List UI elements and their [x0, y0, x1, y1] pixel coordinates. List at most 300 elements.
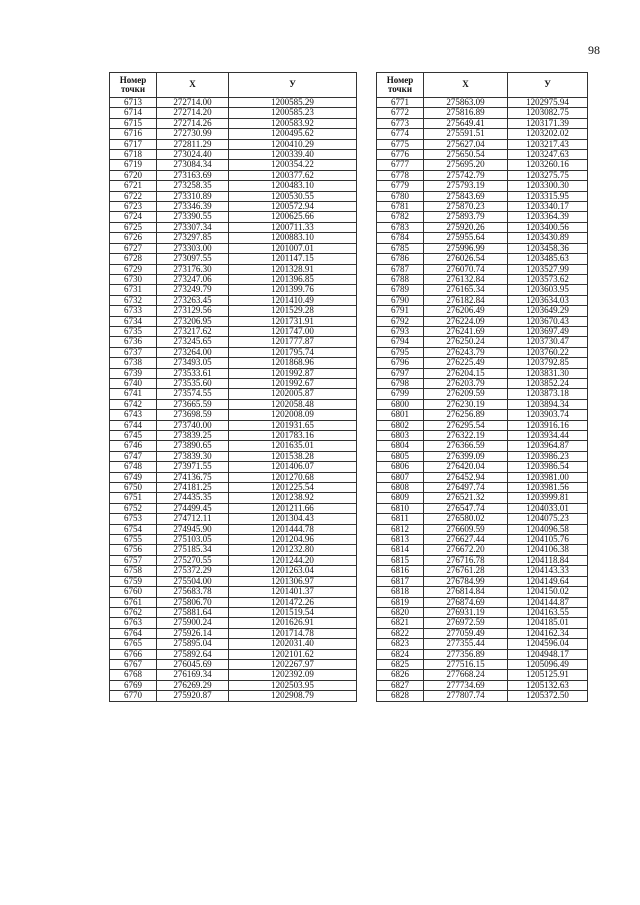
table-row — [110, 264, 357, 274]
cell-x: 276716.78 — [424, 555, 508, 565]
cell-x: 273264.00 — [157, 347, 229, 357]
cell-point-number: 6794 — [377, 337, 424, 347]
cell-y: 1201626.91 — [229, 618, 357, 628]
cell-point-number: 6720 — [110, 170, 157, 180]
table-row — [110, 150, 357, 160]
cell-x: 277734.69 — [424, 680, 508, 690]
cell-y: 1201529.28 — [229, 306, 357, 316]
header-point-label: Номер точки — [386, 74, 414, 94]
cell-x: 275870.23 — [424, 202, 508, 212]
cell-y: 1203981.00 — [508, 472, 588, 482]
table-row — [377, 670, 588, 680]
cell-x: 274499.45 — [157, 503, 229, 513]
table-row — [110, 566, 357, 576]
cell-x: 272714.20 — [157, 108, 229, 118]
cell-point-number: 6782 — [377, 212, 424, 222]
cell-x: 275627.04 — [424, 139, 508, 149]
cell-point-number: 6806 — [377, 462, 424, 472]
cell-y: 1201731.91 — [229, 316, 357, 326]
cell-y: 1203934.44 — [508, 431, 588, 441]
cell-point-number: 6718 — [110, 150, 157, 160]
cell-point-number: 6825 — [377, 659, 424, 669]
cell-point-number: 6784 — [377, 233, 424, 243]
cell-point-number: 6801 — [377, 410, 424, 420]
cell-point-number: 6751 — [110, 493, 157, 503]
table-row — [110, 659, 357, 669]
cell-x: 276045.69 — [157, 659, 229, 669]
cell-x: 274181.25 — [157, 483, 229, 493]
header-row — [377, 73, 588, 98]
cell-x: 273303.00 — [157, 243, 229, 253]
cell-x: 273493.05 — [157, 358, 229, 368]
cell-point-number: 6792 — [377, 316, 424, 326]
table-row — [110, 326, 357, 336]
table-row — [377, 441, 588, 451]
table-row — [110, 316, 357, 326]
table-row — [377, 420, 588, 430]
cell-x: 275695.20 — [424, 160, 508, 170]
cell-point-number: 6729 — [110, 264, 157, 274]
cell-x: 276874.69 — [424, 597, 508, 607]
cell-x: 276399.09 — [424, 451, 508, 461]
cell-y: 1203760.22 — [508, 347, 588, 357]
table-row — [377, 483, 588, 493]
table-row — [377, 399, 588, 409]
cell-x: 275103.05 — [157, 535, 229, 545]
cell-point-number: 6823 — [377, 639, 424, 649]
cell-y: 1202031.40 — [229, 639, 357, 649]
header-y: У — [229, 73, 357, 98]
cell-x: 275816.89 — [424, 108, 508, 118]
cell-y: 1203315.95 — [508, 191, 588, 201]
table-row — [377, 233, 588, 243]
table-row — [110, 431, 357, 441]
cell-y: 1202908.79 — [229, 691, 357, 701]
table-row — [110, 306, 357, 316]
cell-x: 273176.30 — [157, 264, 229, 274]
cell-y: 1202503.95 — [229, 680, 357, 690]
table-row — [377, 98, 588, 108]
table-row — [110, 170, 357, 180]
table-row — [377, 451, 588, 461]
cell-x: 273533.61 — [157, 368, 229, 378]
table-row — [110, 545, 357, 555]
cell-x: 272714.00 — [157, 98, 229, 108]
table-row — [377, 431, 588, 441]
table-row — [377, 337, 588, 347]
cell-y: 1201410.49 — [229, 295, 357, 305]
cell-y: 1203260.16 — [508, 160, 588, 170]
cell-y: 1201747.00 — [229, 326, 357, 336]
cell-y: 1204118.84 — [508, 555, 588, 565]
cell-point-number: 6731 — [110, 285, 157, 295]
cell-point-number: 6714 — [110, 108, 157, 118]
cell-y: 1201538.28 — [229, 451, 357, 461]
table-row — [110, 212, 357, 222]
cell-point-number: 6788 — [377, 274, 424, 284]
cell-point-number: 6762 — [110, 607, 157, 617]
cell-point-number: 6810 — [377, 503, 424, 513]
cell-point-number: 6769 — [110, 680, 157, 690]
cell-y: 1203730.47 — [508, 337, 588, 347]
cell-y: 1201992.87 — [229, 368, 357, 378]
cell-x: 273297.85 — [157, 233, 229, 243]
table-row — [110, 691, 357, 701]
cell-point-number: 6787 — [377, 264, 424, 274]
table-row — [110, 628, 357, 638]
cell-y: 1203697.49 — [508, 326, 588, 336]
table-row — [377, 316, 588, 326]
cell-point-number: 6805 — [377, 451, 424, 461]
cell-y: 1200530.55 — [229, 191, 357, 201]
cell-point-number: 6754 — [110, 524, 157, 534]
table-row — [110, 337, 357, 347]
cell-point-number: 6728 — [110, 254, 157, 264]
cell-x: 276225.49 — [424, 358, 508, 368]
cell-y: 1203903.74 — [508, 410, 588, 420]
cell-y: 1203202.02 — [508, 129, 588, 139]
table-row — [110, 649, 357, 659]
cell-point-number: 6814 — [377, 545, 424, 555]
table-row — [110, 98, 357, 108]
cell-point-number: 6780 — [377, 191, 424, 201]
cell-x: 273535.60 — [157, 378, 229, 388]
cell-x: 276203.79 — [424, 378, 508, 388]
cell-point-number: 6802 — [377, 420, 424, 430]
cell-x: 275185.34 — [157, 545, 229, 555]
cell-x: 275649.41 — [424, 118, 508, 128]
table-row — [377, 212, 588, 222]
cell-point-number: 6807 — [377, 472, 424, 482]
cell-y: 1204185.01 — [508, 618, 588, 628]
cell-point-number: 6799 — [377, 389, 424, 399]
cell-x: 273890.65 — [157, 441, 229, 451]
table-row — [110, 493, 357, 503]
cell-point-number: 6723 — [110, 202, 157, 212]
cell-x: 273245.65 — [157, 337, 229, 347]
cell-point-number: 6786 — [377, 254, 424, 264]
table-row — [110, 129, 357, 139]
cell-y: 1201396.85 — [229, 274, 357, 284]
cell-point-number: 6766 — [110, 649, 157, 659]
header-point-number — [377, 73, 424, 98]
cell-y: 1205096.49 — [508, 659, 588, 669]
cell-y: 1203275.75 — [508, 170, 588, 180]
cell-point-number: 6821 — [377, 618, 424, 628]
cell-point-number: 6791 — [377, 306, 424, 316]
table-row — [377, 462, 588, 472]
cell-y: 1200583.92 — [229, 118, 357, 128]
cell-point-number: 6741 — [110, 389, 157, 399]
table-row — [377, 493, 588, 503]
cell-y: 1201211.66 — [229, 503, 357, 513]
cell-x: 273258.35 — [157, 181, 229, 191]
cell-y: 1201401.37 — [229, 587, 357, 597]
table-row — [110, 191, 357, 201]
cell-point-number: 6764 — [110, 628, 157, 638]
cell-point-number: 6732 — [110, 295, 157, 305]
cell-y: 1201783.16 — [229, 431, 357, 441]
cell-x: 275591.51 — [424, 129, 508, 139]
table-row — [110, 535, 357, 545]
cell-y: 1203458.36 — [508, 243, 588, 253]
table-row — [110, 451, 357, 461]
cell-point-number: 6803 — [377, 431, 424, 441]
table-row — [377, 524, 588, 534]
cell-point-number: 6721 — [110, 181, 157, 191]
cell-point-number: 6725 — [110, 222, 157, 232]
cell-y: 1200585.29 — [229, 98, 357, 108]
cell-y: 1201244.20 — [229, 555, 357, 565]
cell-point-number: 6761 — [110, 597, 157, 607]
cell-x: 275863.09 — [424, 98, 508, 108]
cell-x: 275650.54 — [424, 150, 508, 160]
table-row — [377, 254, 588, 264]
cell-x: 276241.69 — [424, 326, 508, 336]
cell-y: 1200572.94 — [229, 202, 357, 212]
cell-point-number: 6727 — [110, 243, 157, 253]
cell-y: 1202101.62 — [229, 649, 357, 659]
table-row — [110, 576, 357, 586]
table-row — [110, 108, 357, 118]
table-row — [377, 129, 588, 139]
cell-x: 275920.87 — [157, 691, 229, 701]
cell-point-number: 6789 — [377, 285, 424, 295]
cell-point-number: 6813 — [377, 535, 424, 545]
cell-x: 275920.26 — [424, 222, 508, 232]
cell-y: 1200483.10 — [229, 181, 357, 191]
cell-point-number: 6726 — [110, 233, 157, 243]
cell-point-number: 6820 — [377, 607, 424, 617]
cell-y: 1204144.87 — [508, 597, 588, 607]
cell-y: 1202058.48 — [229, 399, 357, 409]
cell-point-number: 6748 — [110, 462, 157, 472]
table-row — [377, 264, 588, 274]
table-row — [110, 399, 357, 409]
cell-x: 276269.29 — [157, 680, 229, 690]
cell-x: 275900.24 — [157, 618, 229, 628]
cell-y: 1203603.95 — [508, 285, 588, 295]
cell-point-number: 6742 — [110, 399, 157, 409]
cell-point-number: 6765 — [110, 639, 157, 649]
table-row — [110, 285, 357, 295]
table-row — [110, 441, 357, 451]
cell-point-number: 6795 — [377, 347, 424, 357]
cell-point-number: 6772 — [377, 108, 424, 118]
table-row — [110, 347, 357, 357]
cell-point-number: 6750 — [110, 483, 157, 493]
cell-y: 1200410.29 — [229, 139, 357, 149]
cell-y: 1201444.78 — [229, 524, 357, 534]
table-row — [110, 462, 357, 472]
table-row — [377, 535, 588, 545]
cell-point-number: 6734 — [110, 316, 157, 326]
cell-y: 1201147.15 — [229, 254, 357, 264]
cell-point-number: 6827 — [377, 680, 424, 690]
cell-y: 1201714.78 — [229, 628, 357, 638]
cell-y: 1201232.80 — [229, 545, 357, 555]
cell-point-number: 6817 — [377, 576, 424, 586]
cell-x: 273263.45 — [157, 295, 229, 305]
table-row — [377, 659, 588, 669]
cell-x: 277668.24 — [424, 670, 508, 680]
cell-y: 1203649.29 — [508, 306, 588, 316]
cell-x: 275270.55 — [157, 555, 229, 565]
cell-y: 1203792.85 — [508, 358, 588, 368]
table-row — [377, 139, 588, 149]
table-row — [110, 420, 357, 430]
cell-point-number: 6735 — [110, 326, 157, 336]
cell-point-number: 6826 — [377, 670, 424, 680]
cell-x: 274435.35 — [157, 493, 229, 503]
cell-point-number: 6715 — [110, 118, 157, 128]
cell-point-number: 6800 — [377, 399, 424, 409]
cell-x: 275372.29 — [157, 566, 229, 576]
cell-point-number: 6768 — [110, 670, 157, 680]
header-y: У — [508, 73, 588, 98]
cell-x: 276580.02 — [424, 514, 508, 524]
cell-point-number: 6828 — [377, 691, 424, 701]
cell-x: 273971.55 — [157, 462, 229, 472]
table-row — [377, 597, 588, 607]
table-row — [377, 639, 588, 649]
cell-point-number: 6755 — [110, 535, 157, 545]
cell-x: 276672.20 — [424, 545, 508, 555]
cell-point-number: 6783 — [377, 222, 424, 232]
table-row — [110, 202, 357, 212]
cell-point-number: 6774 — [377, 129, 424, 139]
cell-x: 274945.90 — [157, 524, 229, 534]
cell-y: 1202267.97 — [229, 659, 357, 669]
cell-x: 276243.79 — [424, 347, 508, 357]
cell-x: 275893.79 — [424, 212, 508, 222]
cell-y: 1204149.64 — [508, 576, 588, 586]
cell-y: 1202008.09 — [229, 410, 357, 420]
cell-x: 273024.40 — [157, 150, 229, 160]
table-row — [377, 576, 588, 586]
cell-x: 276761.28 — [424, 566, 508, 576]
cell-y: 1203082.75 — [508, 108, 588, 118]
cell-point-number: 6824 — [377, 649, 424, 659]
cell-point-number: 6736 — [110, 337, 157, 347]
cell-y: 1204105.76 — [508, 535, 588, 545]
cell-x: 273839.30 — [157, 451, 229, 461]
cell-y: 1202005.87 — [229, 389, 357, 399]
cell-x: 275892.64 — [157, 649, 229, 659]
cell-y: 1201868.96 — [229, 358, 357, 368]
cell-y: 1203400.56 — [508, 222, 588, 232]
cell-y: 1203217.43 — [508, 139, 588, 149]
table-row — [110, 555, 357, 565]
cell-x: 276070.74 — [424, 264, 508, 274]
cell-y: 1205132.63 — [508, 680, 588, 690]
cell-point-number: 6804 — [377, 441, 424, 451]
cell-x: 276521.32 — [424, 493, 508, 503]
cell-point-number: 6740 — [110, 378, 157, 388]
cell-point-number: 6777 — [377, 160, 424, 170]
cell-x: 277807.74 — [424, 691, 508, 701]
cell-y: 1200625.66 — [229, 212, 357, 222]
cell-point-number: 6767 — [110, 659, 157, 669]
cell-x: 276165.34 — [424, 285, 508, 295]
cell-x: 276295.54 — [424, 420, 508, 430]
cell-point-number: 6730 — [110, 274, 157, 284]
cell-point-number: 6713 — [110, 98, 157, 108]
header-row — [110, 73, 357, 98]
cell-y: 1204075.23 — [508, 514, 588, 524]
cell-y: 1203300.30 — [508, 181, 588, 191]
table-row — [110, 680, 357, 690]
cell-point-number: 6749 — [110, 472, 157, 482]
cell-x: 275881.64 — [157, 607, 229, 617]
table-row — [110, 222, 357, 232]
table-row — [110, 274, 357, 284]
cell-y: 1201399.76 — [229, 285, 357, 295]
table-row — [110, 389, 357, 399]
cell-point-number: 6745 — [110, 431, 157, 441]
cell-x: 273574.55 — [157, 389, 229, 399]
cell-y: 1203527.99 — [508, 264, 588, 274]
table-row — [110, 472, 357, 482]
table-row — [377, 274, 588, 284]
cell-point-number: 6744 — [110, 420, 157, 430]
cell-y: 1201304.43 — [229, 514, 357, 524]
cell-x: 276209.59 — [424, 389, 508, 399]
header-point-label: Номер точки — [119, 74, 147, 94]
cell-point-number: 6812 — [377, 524, 424, 534]
table-row — [377, 628, 588, 638]
cell-y: 1203573.62 — [508, 274, 588, 284]
cell-x: 275806.70 — [157, 597, 229, 607]
cell-y: 1201635.01 — [229, 441, 357, 451]
cell-x: 272714.26 — [157, 118, 229, 128]
cell-point-number: 6746 — [110, 441, 157, 451]
table-row — [110, 118, 357, 128]
cell-x: 273839.25 — [157, 431, 229, 441]
cell-x: 275996.99 — [424, 243, 508, 253]
cell-y: 1203247.63 — [508, 150, 588, 160]
cell-y: 1203981.56 — [508, 483, 588, 493]
table-row — [377, 202, 588, 212]
cell-point-number: 6737 — [110, 347, 157, 357]
header-x: X — [157, 73, 229, 98]
table-row — [377, 118, 588, 128]
table-row — [110, 618, 357, 628]
cell-x: 276322.19 — [424, 431, 508, 441]
cell-y: 1200354.22 — [229, 160, 357, 170]
cell-y: 1203430.89 — [508, 233, 588, 243]
header-point-number — [110, 73, 157, 98]
cell-x: 273346.39 — [157, 202, 229, 212]
cell-point-number: 6756 — [110, 545, 157, 555]
cell-point-number: 6773 — [377, 118, 424, 128]
table-row — [377, 555, 588, 565]
table-row — [110, 483, 357, 493]
cell-x: 277355.44 — [424, 639, 508, 649]
cell-point-number: 6793 — [377, 326, 424, 336]
table-row — [377, 587, 588, 597]
table-row — [110, 233, 357, 243]
table-row — [377, 326, 588, 336]
cell-y: 1201519.54 — [229, 607, 357, 617]
cell-point-number: 6719 — [110, 160, 157, 170]
cell-x: 276224.09 — [424, 316, 508, 326]
cell-y: 1203340.17 — [508, 202, 588, 212]
table-row — [377, 108, 588, 118]
cell-point-number: 6722 — [110, 191, 157, 201]
cell-x: 276169.34 — [157, 670, 229, 680]
cell-x: 275683.78 — [157, 587, 229, 597]
